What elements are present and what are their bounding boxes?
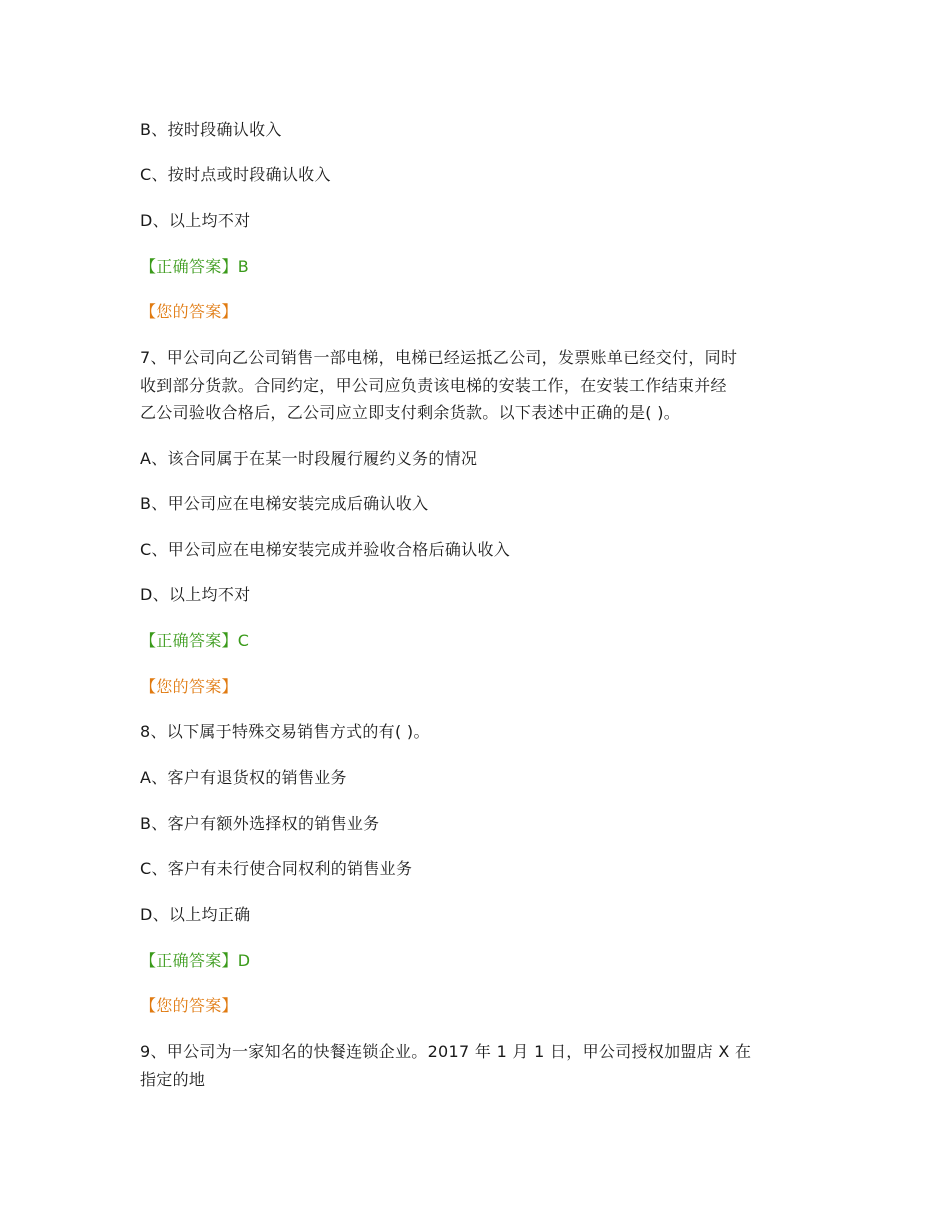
q6-correct-answer: 【正确答案】B bbox=[140, 257, 250, 276]
q7-correct-answer: 【正确答案】C bbox=[140, 631, 250, 650]
q7-question-line-1: 7、甲公司向乙公司销售一部电梯，电梯已经运抵乙公司，发票账单已经交付，同时 bbox=[140, 348, 738, 367]
q6-option-b: B、按时段确认收入 bbox=[140, 120, 282, 139]
q7-option-a: A、该合同属于在某一时段履行履约义务的情况 bbox=[140, 449, 478, 468]
q9-question-line-2: 指定的地 bbox=[140, 1070, 206, 1089]
q7-your-answer: 【您的答案】 bbox=[140, 677, 238, 696]
q7-option-c: C、甲公司应在电梯安装完成并验收合格后确认收入 bbox=[140, 540, 511, 559]
q8-option-d: D、以上均正确 bbox=[140, 905, 251, 924]
q8-option-c: C、客户有未行使合同权利的销售业务 bbox=[140, 859, 413, 878]
q7-question-line-3: 乙公司验收合格后，乙公司应立即支付剩余货款。以下表述中正确的是( )。 bbox=[140, 403, 681, 422]
q8-option-b: B、客户有额外选择权的销售业务 bbox=[140, 814, 380, 833]
q7-option-b: B、甲公司应在电梯安装完成后确认收入 bbox=[140, 494, 429, 513]
q7-option-d: D、以上均不对 bbox=[140, 585, 251, 604]
q6-option-d: D、以上均不对 bbox=[140, 211, 251, 230]
q8-correct-answer: 【正确答案】D bbox=[140, 951, 251, 970]
q9-question-line-1: 9、甲公司为一家知名的快餐连锁企业。2017 年 1 月 1 日，甲公司授权加盟店 X 在 bbox=[140, 1042, 752, 1061]
q6-your-answer: 【您的答案】 bbox=[140, 302, 238, 321]
q8-option-a: A、客户有退货权的销售业务 bbox=[140, 768, 347, 787]
q6-option-c: C、按时点或时段确认收入 bbox=[140, 165, 331, 184]
q7-question-line-2: 收到部分货款。合同约定，甲公司应负责该电梯的安装工作，在安装工作结束并经 bbox=[140, 376, 727, 395]
q8-your-answer: 【您的答案】 bbox=[140, 996, 238, 1015]
q8-question: 8、以下属于特殊交易销售方式的有( )。 bbox=[140, 722, 430, 741]
